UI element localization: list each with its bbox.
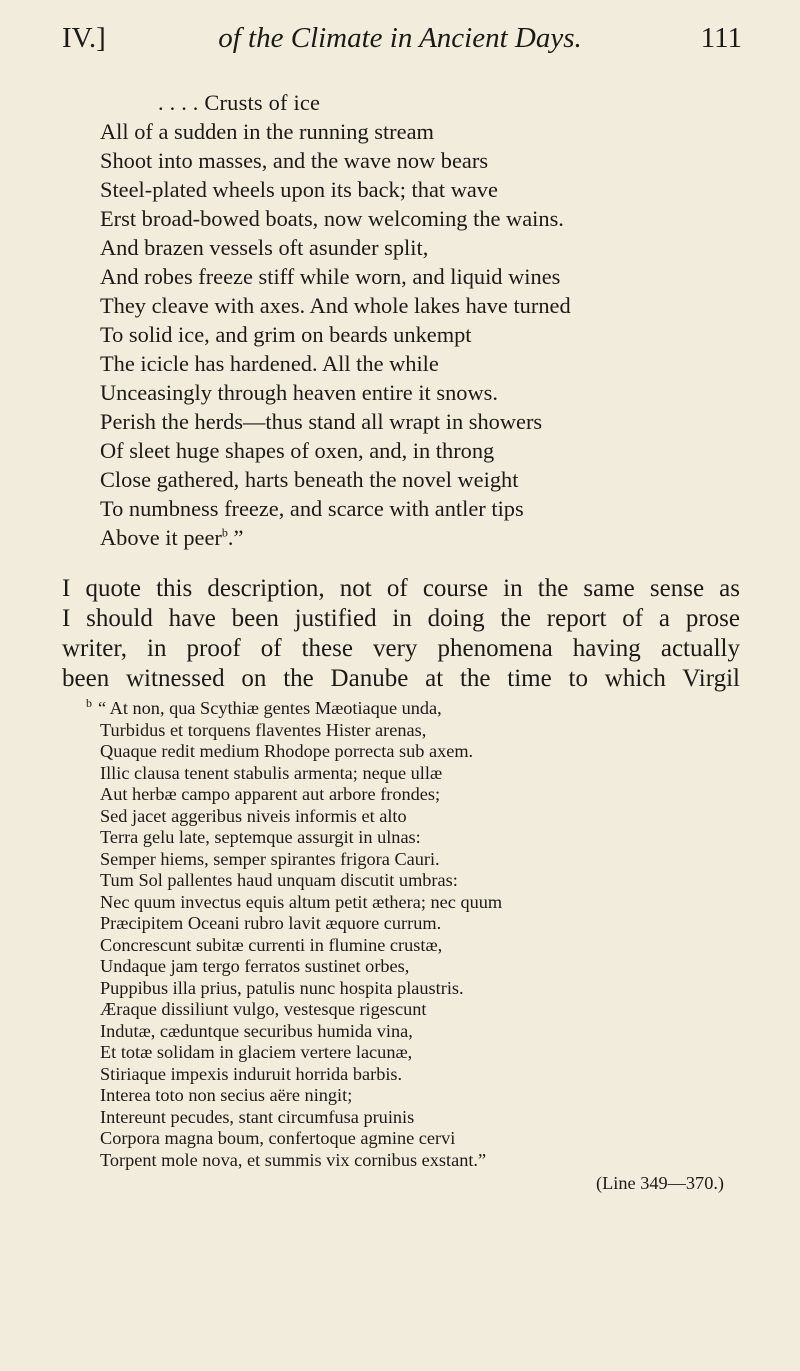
footnote-line: Interea toto non secius aëre ningit; [100, 1085, 353, 1105]
verse-line-text: Above it peer [100, 525, 222, 550]
verse-line: Of sleet huge shapes of oxen, and, in throng [100, 438, 495, 463]
verse-line: To numbness freeze, and scarce with antler tips [100, 496, 524, 521]
verse-line: To solid ice, and grim on beards unkempt [100, 322, 472, 347]
footnote-marker: b [86, 695, 92, 710]
footnote-line: Et totæ solidam in glaciem vertere lacunæ, [100, 1042, 413, 1062]
footnote-line: Turbidus et torquens flaventes Hister arenas, [100, 719, 427, 740]
running-header [0, 22, 800, 62]
footnote-line: Nec quum invectus equis altum petit æthera; nec quum [100, 891, 503, 912]
footnote-line: Intereunt pecudes, stant circumfusa pruinis [100, 1106, 415, 1127]
footnote-line: Torpent mole nova, et summis vix cornibus exstant.” [100, 1149, 487, 1170]
verse-line: They cleave with axes. And whole lakes have turned [100, 293, 571, 318]
footnote-line [86, 695, 740, 720]
footnote-reference[interactable]: b [221, 525, 228, 540]
verse-line: And brazen vessels oft asunder split, [100, 235, 429, 260]
body-paragraph [62, 574, 740, 694]
footnote-line: Æraque dissiliunt vulgo, vestesque rigescunt [100, 999, 427, 1019]
paragraph-line: been witnessed on the Danube at the time to which Virgil [62, 665, 740, 692]
verse-line: And robes freeze stiff while worn, and liquid wines [100, 264, 561, 289]
verse-line: Steel-plated wheels upon its back; that wave [100, 177, 498, 202]
footnote-citation: (Line 349—370.) [596, 1173, 724, 1193]
verse-line: Close gathered, harts beneath the novel weight [100, 467, 519, 492]
footnote-line-text: “ At non, qua Scythiæ gentes Mæotiaque unda, [98, 698, 442, 718]
verse-line: The icicle has hardened. All the while [100, 351, 439, 376]
closing-quote: .” [227, 525, 244, 550]
verse-line: Erst broad-bowed boats, now welcoming the wains. [100, 206, 564, 231]
paragraph-line: writer, in proof of these very phenomena having actually [62, 635, 740, 662]
paragraph-line: I should have been justified in doing the report of a prose [62, 605, 740, 632]
footnote-line: Corpora magna boum, confertoque agmine cervi [100, 1128, 456, 1148]
verse-line: Perish the herds—thus stand all wrapt in showers [100, 409, 543, 434]
footnote-line: Stiriaque impexis induruit horrida barbis. [100, 1063, 403, 1084]
verse-line: All of a sudden in the running stream [100, 119, 434, 144]
footnote-line: Undaque jam tergo ferratos sustinet orbes, [100, 956, 410, 976]
footnote-line: Puppibus illa prius, patulis nunc hospita plaustris. [100, 977, 464, 998]
verse-line-last [100, 523, 760, 552]
verse-line: Unceasingly through heaven entire it snows. [100, 380, 498, 405]
footnote-latin-quotation [86, 695, 740, 1194]
footnote-line: Semper hiems, semper spirantes frigora Cauri. [100, 848, 440, 869]
footnote-line: Terra gelu late, septemque assurgit in ulnas: [100, 827, 421, 847]
footnote-line: Tum Sol pallentes haud unquam discutit umbras: [100, 870, 458, 890]
verse-translation [100, 88, 760, 552]
footnote-line: Illic clausa tenent stabulis armenta; neque ullæ [100, 762, 443, 783]
footnote-line: Indutæ, cæduntque securibus humida vina, [100, 1020, 413, 1041]
footnote-line: Sed jacet aggeribus niveis informis et alto [100, 805, 407, 826]
running-title: of the Climate in Ancient Days. [218, 22, 582, 54]
footnote-line: Aut herbæ campo apparent aut arbore frondes; [100, 784, 441, 804]
chapter-number: IV.] [62, 22, 106, 54]
footnote-line: Quaque redit medium Rhodope porrecta sub axem. [100, 741, 474, 761]
paragraph-line: I quote this description, not of course in the same sense as [62, 575, 740, 602]
page-number: 111 [700, 22, 742, 54]
footnote-line: Præcipitem Oceani rubro lavit æquore currum. [100, 913, 442, 933]
verse-line: Shoot into masses, and the wave now bears [100, 148, 489, 173]
verse-line: . . . . Crusts of ice [158, 90, 321, 115]
footnote-line: Concrescunt subitæ currenti in flumine crustæ, [100, 934, 443, 955]
